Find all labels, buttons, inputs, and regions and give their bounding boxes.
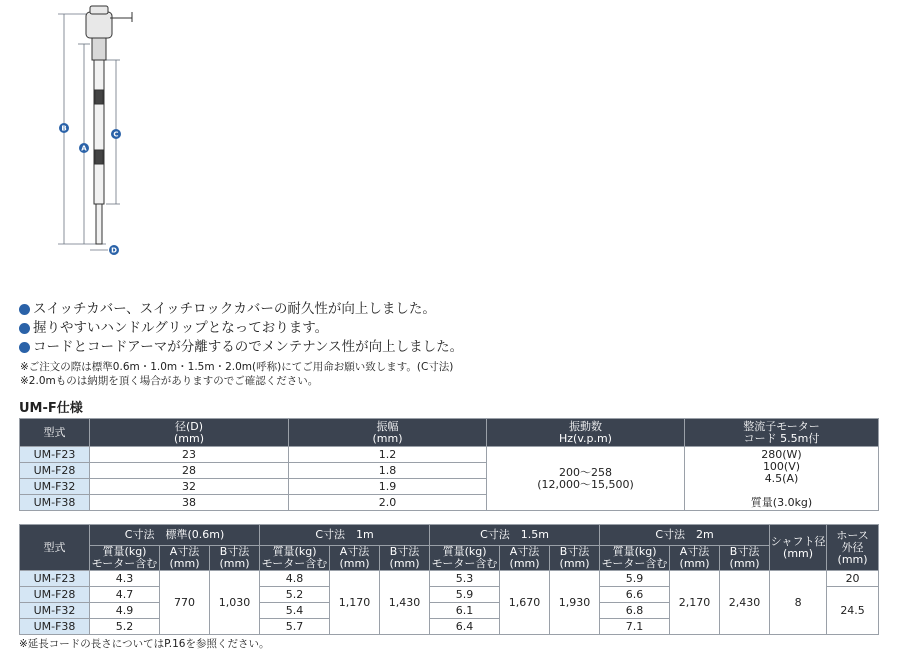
footnote: ※延長コードの長さについてはP.16を参照ください。 [19, 638, 270, 650]
b-cell: 2,430 [720, 571, 770, 635]
header-model: 型式 [20, 525, 90, 571]
mass-cell: 6.6 [600, 587, 670, 603]
model-cell: UM-F23 [20, 447, 90, 463]
mass-cell: 4.7 [90, 587, 160, 603]
bullet-icon [19, 304, 30, 315]
delivery-note: ※2.0mものは納期を頂く場合がありますのでご確認ください。 [20, 375, 319, 387]
header-amplitude: 振幅 (mm) [289, 419, 487, 447]
diameter-cell: 38 [90, 495, 289, 511]
mass-cell: 4.8 [260, 571, 330, 587]
header-mass: 質量(kg) モーター含む [430, 546, 500, 571]
a-cell: 770 [160, 571, 210, 635]
b-cell: 1,930 [550, 571, 600, 635]
header-shaft: シャフト径 (mm) [770, 525, 827, 571]
diameter-cell: 28 [90, 463, 289, 479]
header-b: B寸法 (mm) [380, 546, 430, 571]
a-cell: 2,170 [670, 571, 720, 635]
mass-cell: 5.9 [600, 571, 670, 587]
mass-cell: 4.3 [90, 571, 160, 587]
header-group-06: C寸法 標準(0.6m) [90, 525, 260, 546]
vibrator-diagram [40, 0, 160, 262]
header-model: 型式 [20, 419, 90, 447]
hose-cell: 24.5 [827, 587, 879, 635]
diameter-cell: 32 [90, 479, 289, 495]
header-a: A寸法 (mm) [330, 546, 380, 571]
mass-cell: 5.2 [260, 587, 330, 603]
label-c: C [113, 130, 119, 139]
motor-cell: 280(W) 100(V) 4.5(A) 質量(3.0kg) [685, 447, 879, 511]
model-cell: UM-F23 [20, 571, 90, 587]
label-a: A [81, 144, 87, 153]
feature-item: 握りやすいハンドルグリップとなっております。 [19, 319, 879, 338]
amplitude-cell: 1.2 [289, 447, 487, 463]
model-cell: UM-F38 [20, 619, 90, 635]
a-cell: 1,170 [330, 571, 380, 635]
hose-cell: 20 [827, 571, 879, 587]
amplitude-cell: 1.8 [289, 463, 487, 479]
mass-cell: 6.8 [600, 603, 670, 619]
order-note: ※ご注文の際は標準0.6m・1.0m・1.5m・2.0m(呼称)にてご用命お願い致します。(C寸法) [20, 361, 454, 373]
header-hose: ホース 外径 (mm) [827, 525, 879, 571]
model-cell: UM-F28 [20, 587, 90, 603]
shaft [94, 60, 104, 244]
header-a: A寸法 (mm) [670, 546, 720, 571]
header-b: B寸法 (mm) [720, 546, 770, 571]
shaft-cell: 8 [770, 571, 827, 635]
feature-item: スイッチカバー、スイッチロックカバーの耐久性が向上しました。 [19, 300, 879, 319]
feature-list [19, 300, 879, 388]
b-cell: 1,030 [210, 571, 260, 635]
b-cell: 1,430 [380, 571, 430, 635]
bullet-icon [19, 342, 30, 353]
mass-cell: 4.9 [90, 603, 160, 619]
amplitude-cell: 2.0 [289, 495, 487, 511]
mass-cell: 6.1 [430, 603, 500, 619]
model-cell: UM-F38 [20, 495, 90, 511]
a-cell: 1,670 [500, 571, 550, 635]
bullet-icon [19, 323, 30, 334]
model-cell: UM-F28 [20, 463, 90, 479]
dimension-table [19, 524, 879, 635]
header-b: B寸法 (mm) [210, 546, 260, 571]
header-motor: 整流子モーター コード 5.5m付 [685, 419, 879, 447]
header-a: A寸法 (mm) [500, 546, 550, 571]
spec-title: UM-F仕様 [19, 401, 83, 416]
motor-head [86, 6, 132, 60]
header-group-15m: C寸法 1.5m [430, 525, 600, 546]
header-b: B寸法 (mm) [550, 546, 600, 571]
mass-cell: 5.7 [260, 619, 330, 635]
header-mass: 質量(kg) モーター含む [600, 546, 670, 571]
amplitude-cell: 1.9 [289, 479, 487, 495]
feature-item: コードとコードアーマが分離するのでメンテナンス性が向上しました。 [19, 338, 879, 357]
spec-table [19, 418, 879, 511]
model-cell: UM-F32 [20, 603, 90, 619]
mass-cell: 5.4 [260, 603, 330, 619]
mass-cell: 5.9 [430, 587, 500, 603]
header-mass: 質量(kg) モーター含む [260, 546, 330, 571]
header-group-2m: C寸法 2m [600, 525, 770, 546]
mass-cell: 5.2 [90, 619, 160, 635]
header-frequency: 振動数 Hz(v.p.m) [487, 419, 685, 447]
model-cell: UM-F32 [20, 479, 90, 495]
mass-cell: 5.3 [430, 571, 500, 587]
header-diameter: 径(D) (mm) [90, 419, 289, 447]
label-b: B [61, 124, 67, 133]
mass-cell: 6.4 [430, 619, 500, 635]
label-d: D [111, 246, 117, 255]
header-a: A寸法 (mm) [160, 546, 210, 571]
mass-cell: 7.1 [600, 619, 670, 635]
table-row [20, 447, 879, 463]
diameter-cell: 23 [90, 447, 289, 463]
header-mass: 質量(kg) モーター含む [90, 546, 160, 571]
frequency-cell: 200〜258 (12,000〜15,500) [487, 447, 685, 511]
table-row [20, 571, 879, 587]
header-group-1m: C寸法 1m [260, 525, 430, 546]
